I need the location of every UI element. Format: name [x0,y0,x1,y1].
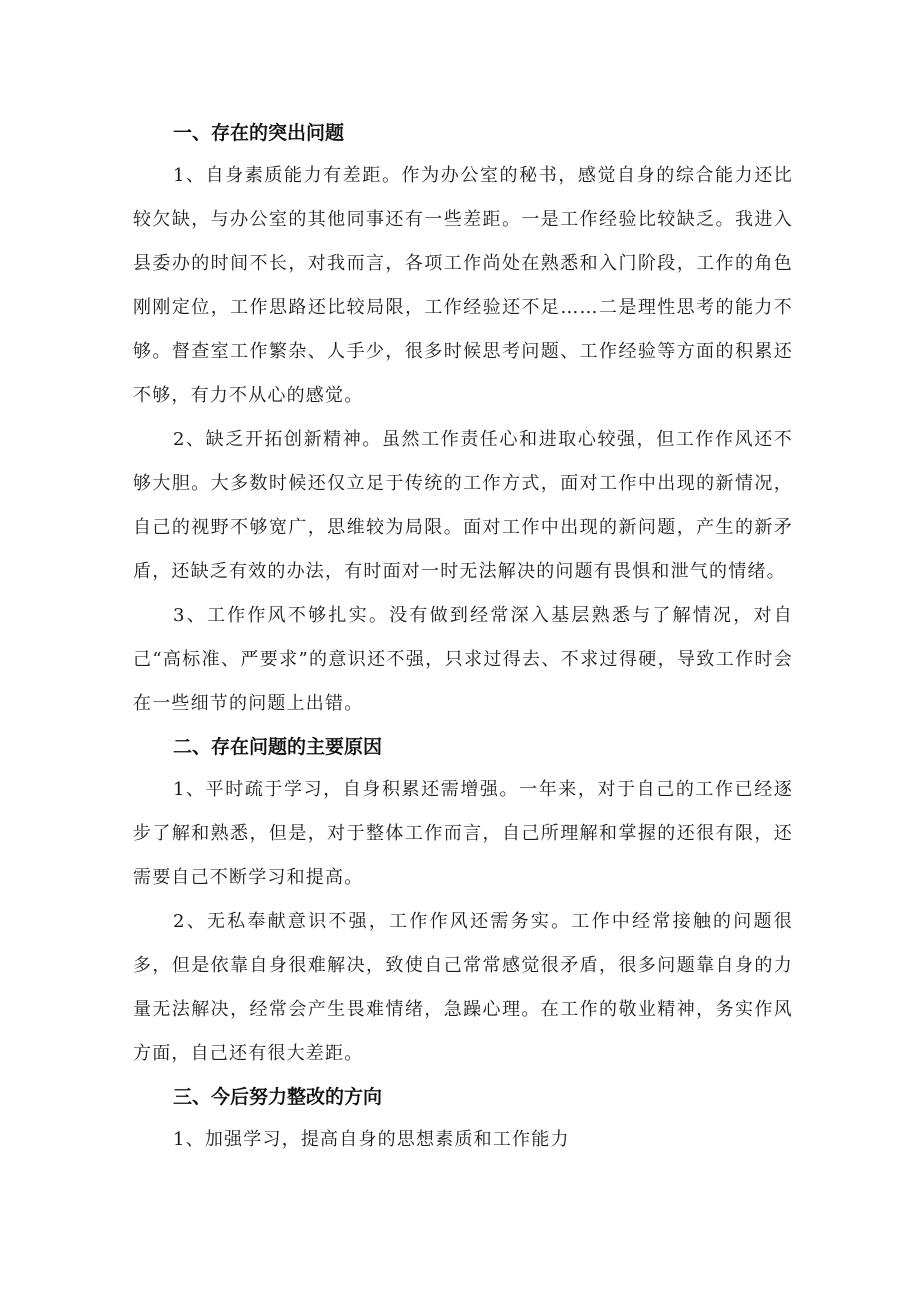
paragraph-2-2: 2、无私奉献意识不强，工作作风还需务实。工作中经常接触的问题很多，但是依靠自身很难解决，致使自己常常感觉很矛盾，很多问题靠自身的力量无法解决，经常会产生畏难情绪，急躁心理。在工作的敬业精神，务实作风方面，自己还有很大差距。 [133,911,793,1064]
paragraph-2-1: 1、平时疏于学习，自身积累还需增强。一年来，对于自己的工作已经逐步了解和熟悉，但是，对于整体工作而言，自己所理解和掌握的还很有限，还需要自己不断学习和提高。 [133,779,793,888]
section-heading-1: 一、存在的突出问题 [173,122,345,144]
section-heading-2: 二、存在问题的主要原因 [173,736,383,758]
document-body [133,112,793,1162]
paragraph-1-1: 1、自身素质能力有差距。作为办公室的秘书，感觉自身的综合能力还比较欠缺，与办公室的其他同事还有一些差距。一是工作经验比较缺乏。我进入县委办的时间不长，对我而言，各项工作尚处在熟悉和入门阶段，工作的角色刚刚定位，工作思路还比较局限，工作经验还不足……二是理性思考的能力不够。督查室工作繁杂、人手少，很多时候思考问题、工作经验等方面的积累还不够，有力不从心的感觉。 [133,165,793,406]
paragraph-1-2: 2、缺乏开拓创新精神。虽然工作责任心和进取心较强，但工作作风还不够大胆。大多数时候还仅立足于传统的工作方式，面对工作中出现的新情况，自己的视野不够宽广，思维较为局限。面对工作中出现的新问题，产生的新矛盾，还缺乏有效的办法，有时面对一时无法解决的问题有畏惧和泄气的情绪。 [133,429,793,582]
paragraph-3-1: 1、加强学习，提高自身的思想素质和工作能力 [173,1129,570,1150]
section-heading-3: 三、今后努力整改的方向 [173,1086,383,1108]
paragraph-1-3: 3、工作作风不够扎实。没有做到经常深入基层熟悉与了解情况，对自己“高标准、严要求”的意识还不强，只求过得去、不求过得硬，导致工作时会在一些细节的问题上出错。 [133,605,793,714]
